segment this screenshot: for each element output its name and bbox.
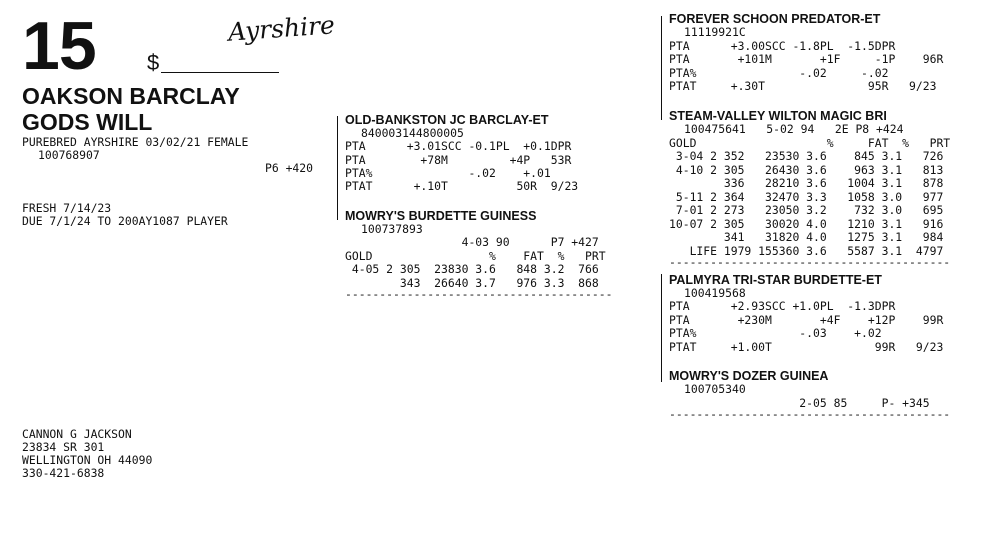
sire-dam-record-line: 3-04 2 352 23530 3.6 845 3.1 726: [669, 149, 944, 163]
sire-sire-name: FOREVER SCHOON PREDATOR-ET: [669, 12, 881, 26]
sire-sire-reg: 11119921C: [684, 25, 746, 39]
animal-name-line2: GODS WILL: [22, 109, 153, 135]
breed-script-label: Ayrshire: [227, 10, 336, 47]
dam-name: MOWRY'S BURDETTE GUINESS: [345, 209, 537, 223]
sire-bracket: [337, 116, 338, 220]
dam-sire-pta-line: PTA +230M +4F +12P 99R: [669, 313, 944, 327]
sire-pta-line: PTA +78M +4P 53R: [345, 153, 572, 167]
sire-dam-name: STEAM-VALLEY WILTON MAGIC BRI: [669, 109, 887, 123]
sire-dam-record-line: GOLD % FAT % PRT: [669, 136, 951, 150]
sire-pta-line: PTA% -.02 +.01: [345, 166, 551, 180]
sire-dam-record-line: 10-07 2 305 30020 4.0 1210 3.1 916: [669, 217, 944, 231]
animal-reg-number: 100768907: [38, 148, 100, 162]
dam-dam-name: MOWRY'S DOZER GUINEA: [669, 369, 829, 383]
consignor-phone: 330-421-6838: [22, 466, 105, 480]
sire-dam-reg: 100475641 5-02 94 2E P8 +424: [684, 122, 904, 136]
price-symbol: $: [147, 50, 160, 75]
sire-dam-record-line: 341 31820 4.0 1275 3.1 984: [669, 230, 944, 244]
due-date: DUE 7/1/24 TO 200AY1087 PLAYER: [22, 214, 228, 228]
animal-classification: P6 +420: [265, 161, 314, 175]
consignor-name: CANNON G JACKSON: [22, 427, 132, 441]
sire-dam-record-line: 7-01 2 273 23050 3.2 732 3.0 695: [669, 203, 944, 217]
sire-sire-bracket: [661, 16, 662, 120]
sire-pta-line: PTAT +.10T 50R 9/23: [345, 179, 579, 193]
price-blank-line: [161, 72, 279, 73]
consignor-street: 23834 SR 301: [22, 440, 105, 454]
lot-number: 15: [22, 8, 96, 84]
dam-record-line: 343 26640 3.7 976 3.3 868: [345, 276, 599, 290]
sire-name: OLD-BANKSTON JC BARCLAY-ET: [345, 113, 549, 127]
dam-record-line: 4-05 2 305 23830 3.6 848 3.2 766: [345, 262, 599, 276]
dam-divider: ---------------------------------------: [345, 288, 613, 301]
dam-reg: 100737893: [361, 222, 423, 236]
dam-dam-divider: -----------------------------------------: [669, 408, 951, 421]
animal-registry: PUREBRED AYRSHIRE 03/02/21 FEMALE: [22, 135, 249, 149]
dam-sire-pta-line: PTA% -.03 +.02: [669, 326, 882, 340]
dam-sire-reg: 100419568: [684, 286, 746, 300]
dam-sire-pta-line: PTAT +1.00T 99R 9/23: [669, 340, 944, 354]
sire-sire-pta-line: PTA +101M +1F -1P 96R: [669, 52, 944, 66]
dam-dam-reg: 100705340: [684, 382, 746, 396]
sire-dam-record-line: 5-11 2 364 32470 3.3 1058 3.0 977: [669, 190, 944, 204]
sire-sire-pta-line: PTA% -.02 -.02: [669, 66, 889, 80]
sire-reg: 840003144800005: [361, 126, 464, 140]
sire-dam-record-line: LIFE 1979 155360 3.6 5587 3.1 4797: [669, 244, 944, 258]
dam-record-line: GOLD % FAT % PRT: [345, 249, 606, 263]
dam-sire-pta-line: PTA +2.93SCC +1.0PL -1.3DPR: [669, 299, 896, 313]
sire-sire-pta-line: PTA +3.00SCC -1.8PL -1.5DPR: [669, 39, 896, 53]
sire-sire-pta-line: PTAT +.30T 95R 9/23: [669, 79, 937, 93]
sire-dam-divider: -----------------------------------------: [669, 256, 951, 269]
sire-pta-line: PTA +3.01SCC -0.1PL +0.1DPR: [345, 139, 572, 153]
fresh-date: FRESH 7/14/23: [22, 201, 112, 215]
sire-dam-record-line: 336 28210 3.6 1004 3.1 878: [669, 176, 944, 190]
dam-record-line: 4-03 90 P7 +427: [345, 235, 599, 249]
consignor-city: WELLINGTON OH 44090: [22, 453, 153, 467]
dam-dam-classification: 2-05 85 P- +345: [669, 396, 930, 410]
dam-sire-name: PALMYRA TRI-STAR BURDETTE-ET: [669, 273, 882, 287]
animal-name-line1: OAKSON BARCLAY: [22, 83, 240, 109]
dam-sire-bracket: [661, 274, 662, 382]
sire-dam-record-line: 4-10 2 305 26430 3.6 963 3.1 813: [669, 163, 944, 177]
